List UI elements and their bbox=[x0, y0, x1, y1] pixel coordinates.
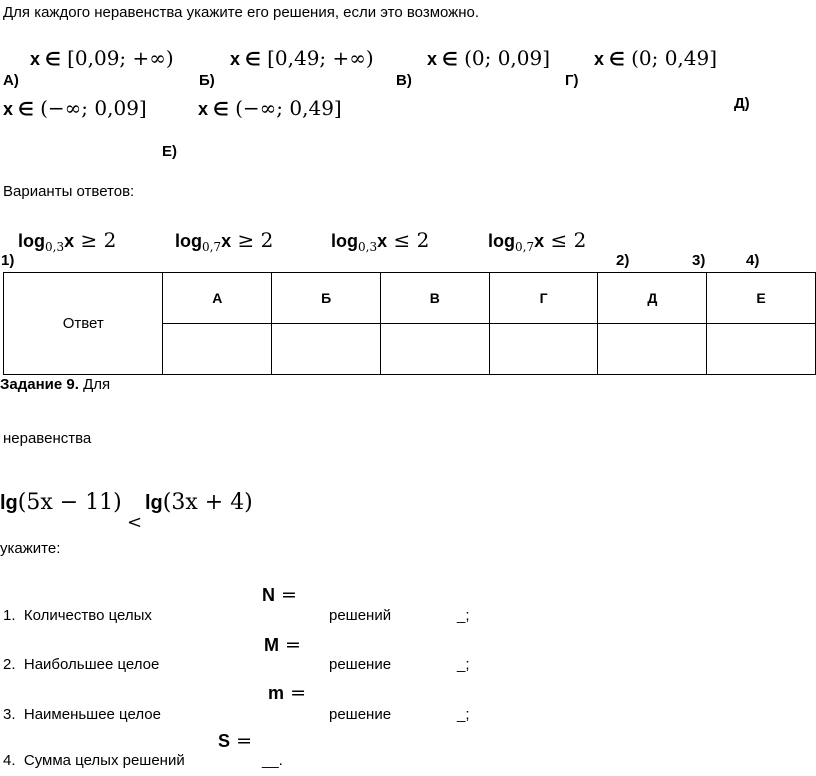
inequality-3: $\log_{0,3}x \le 2$ bbox=[331, 228, 430, 255]
answer-table bbox=[3, 272, 816, 375]
task9-title: Задание 9. bbox=[0, 376, 79, 393]
item-2-word: решение bbox=[329, 656, 392, 673]
inequality-2-num: 2) bbox=[616, 252, 630, 269]
task9-title-rest: Для bbox=[83, 376, 111, 393]
solution-e-math: x ∈ (−∞; 0,49] bbox=[198, 96, 342, 120]
inequality-3-num: 3) bbox=[692, 252, 706, 269]
item-1-blank[interactable]: _; bbox=[457, 607, 470, 624]
variants-label: Варианты ответов: bbox=[3, 183, 135, 200]
answer-cell-e[interactable] bbox=[707, 324, 816, 375]
answer-cell-b[interactable] bbox=[272, 324, 381, 375]
item-4-blank[interactable]: __. bbox=[262, 752, 283, 769]
item-1-text: 1. Количество целых bbox=[3, 607, 152, 624]
table-header-e: Е bbox=[707, 273, 816, 324]
solution-g-math: x ∈ (0; 0,49] bbox=[594, 46, 718, 70]
item-3-blank[interactable]: _; bbox=[457, 706, 470, 723]
var-s: S = bbox=[218, 730, 252, 752]
inequality-4: $\log_{0,7}x \le 2$ bbox=[488, 228, 587, 255]
answer-cell-d[interactable] bbox=[598, 324, 707, 375]
item-3-word: решение bbox=[329, 706, 392, 723]
task9-specify: укажите: bbox=[0, 540, 61, 557]
solution-d-letter: Д) bbox=[734, 95, 750, 112]
solution-b-math: x ∈ [0,49; +∞) bbox=[230, 46, 374, 70]
intro-text: Для каждого неравенства укажите его решения, если это возможно. bbox=[3, 4, 480, 21]
item-3-text: 3. Наименьшее целое bbox=[3, 706, 161, 723]
task9-lhs: lg(5x − 11) bbox=[0, 490, 122, 515]
inequality-1: $\log_{0,3}x \ge 2$ bbox=[18, 228, 117, 255]
solution-e-letter: Е) bbox=[162, 143, 177, 160]
var-m-lower: m = bbox=[268, 682, 306, 704]
table-header-v: В bbox=[380, 273, 489, 324]
inequality-2: $\log_{0,7}x \ge 2$ bbox=[175, 228, 274, 255]
task9-relation: < bbox=[127, 512, 143, 533]
answer-row-label: Ответ bbox=[4, 273, 163, 375]
inequality-1-num: 1) bbox=[1, 252, 15, 269]
inequality-4-num: 4) bbox=[746, 252, 760, 269]
solution-d-math: x ∈ (−∞; 0,09] bbox=[3, 96, 147, 120]
solution-b-letter: Б) bbox=[199, 72, 215, 89]
solution-v-math: x ∈ (0; 0,09] bbox=[427, 46, 551, 70]
solution-v-letter: В) bbox=[396, 72, 412, 89]
var-m-upper: M = bbox=[264, 634, 301, 656]
table-header-a: А bbox=[163, 273, 272, 324]
solution-a-math: x ∈ [0,09; +∞) bbox=[30, 46, 174, 70]
task9-line2: неравенства bbox=[3, 430, 92, 447]
table-header-d: Д bbox=[598, 273, 707, 324]
task9-heading bbox=[0, 376, 110, 393]
solution-a-letter: А) bbox=[3, 72, 19, 89]
table-header-g: Г bbox=[489, 273, 598, 324]
answer-cell-a[interactable] bbox=[163, 324, 272, 375]
answer-cell-v[interactable] bbox=[380, 324, 489, 375]
solution-g-letter: Г) bbox=[565, 72, 579, 89]
var-n: N = bbox=[262, 584, 297, 606]
table-header-b: Б bbox=[272, 273, 381, 324]
item-2-text: 2. Наибольшее целое bbox=[3, 656, 160, 673]
item-1-word: решений bbox=[329, 607, 392, 624]
answer-cell-g[interactable] bbox=[489, 324, 598, 375]
item-2-blank[interactable]: _; bbox=[457, 656, 470, 673]
item-4-text: 4. Сумма целых решений bbox=[3, 752, 185, 769]
task9-rhs: lg(3x + 4) bbox=[145, 490, 253, 515]
